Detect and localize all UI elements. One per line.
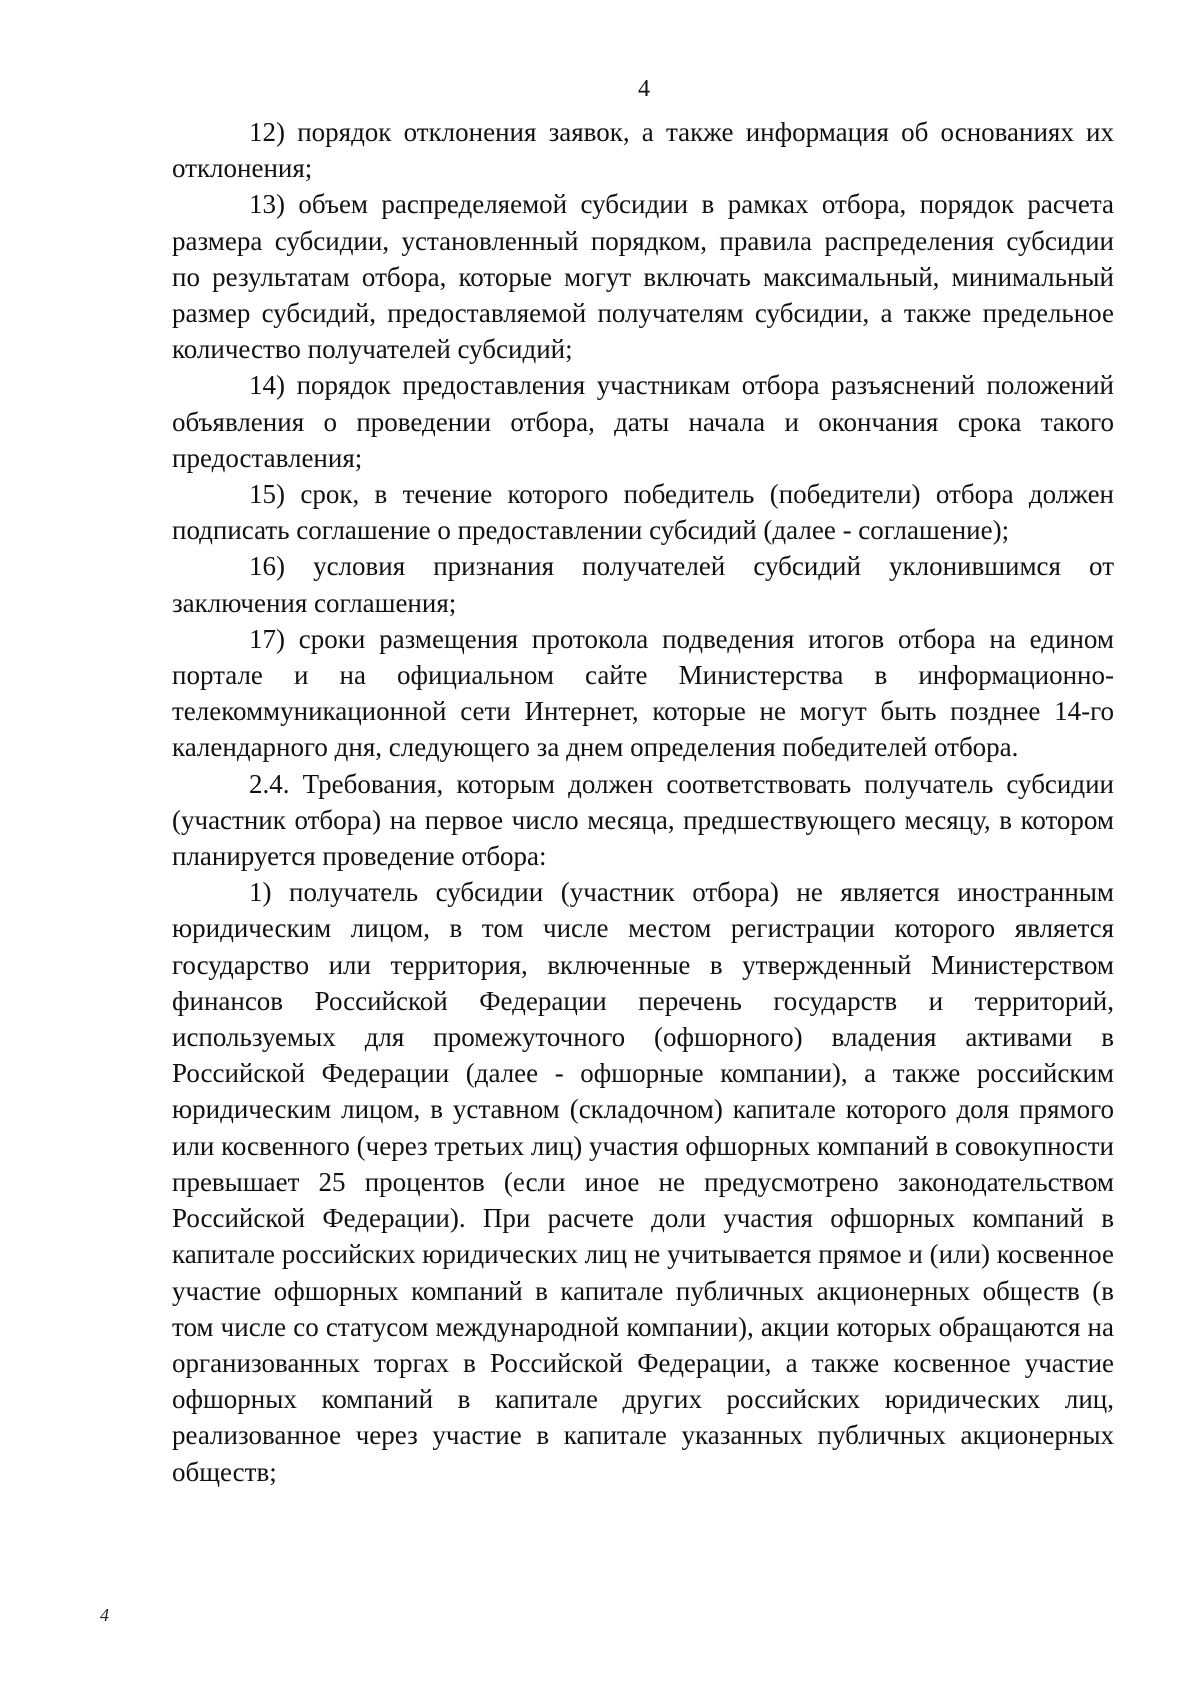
paragraph-item-13: 13) объем распределяемой субсидии в рамках отбора, порядок расчета размера субсидии, установленный порядком, правила распределения субсидии по результатам отбора, которые могут включать максимальный, минимальный размер субсидий, предоставляемой получателям субсидии, а также предельное количество получателей субсидий;: [172, 189, 1114, 365]
paragraph-requirement-1: 1) получатель субсидии (участник отбора) не является иностранным юридическим лицом, в том числе местом регистрации которого является государство или территория, включенные в утвержденный Министерством финансов Российской Федерации перечень государств и территорий, используемых для промежуточного (офшорного) владения активами в Российской Федерации (далее - офшорные компании), а также российским юридическим лицом, в уставном (складочном) капитале которого доля прямого или косвенного (через третьих лиц) участия офшорных компаний в совокупности превышает 25 процентов (если иное не предусмотрено законодательством Российской Федерации). При расчете доли участия офшорных компаний в капитале российских юридических лиц не учитывается прямое и (или) косвенное участие офшорных компаний в капитале публичных акционерных обществ (в том числе со статусом международной компании), акции которых обращаются на организованных торгах в Российской Федерации, а также косвенное участие офшорных компаний в капитале других российских юридических лиц, реализованное через участие в капитале указанных публичных акционерных обществ;: [172, 877, 1114, 1487]
paragraph-item-16: 16) условия признания получателей субсидий уклонившимся от заключения соглашения;: [172, 551, 1114, 618]
paragraph-item-12: 12) порядок отклонения заявок, а также информация об основаниях их отклонения;: [172, 117, 1114, 184]
page-number: 4: [638, 76, 650, 102]
footer-mark: 4: [100, 1605, 109, 1625]
paragraph-item-15: 15) срок, в течение которого победитель (победители) отбора должен подписать соглашение о предоставлении субсидий (далее - соглашение);: [172, 479, 1114, 546]
paragraph-section-2-4: 2.4. Требования, которым должен соответствовать получатель субсидии (участник отбора) на первое число месяца, предшествующего месяцу, в котором планируется проведение отбора:: [172, 768, 1114, 872]
paragraph-item-17: 17) сроки размещения протокола подведения итогов отбора на едином портале и на официальном сайте Министерства в информационно-телекоммуникационной сети Интернет, которые не могут быть позднее 14-го календарного дня, следующего за днем определения победителей отбора.: [172, 623, 1114, 763]
paragraph-item-14: 14) порядок предоставления участникам отбора разъяснений положений объявления о проведении отбора, даты начала и окончания срока такого предоставления;: [172, 370, 1114, 473]
body-text: [172, 114, 1114, 1490]
